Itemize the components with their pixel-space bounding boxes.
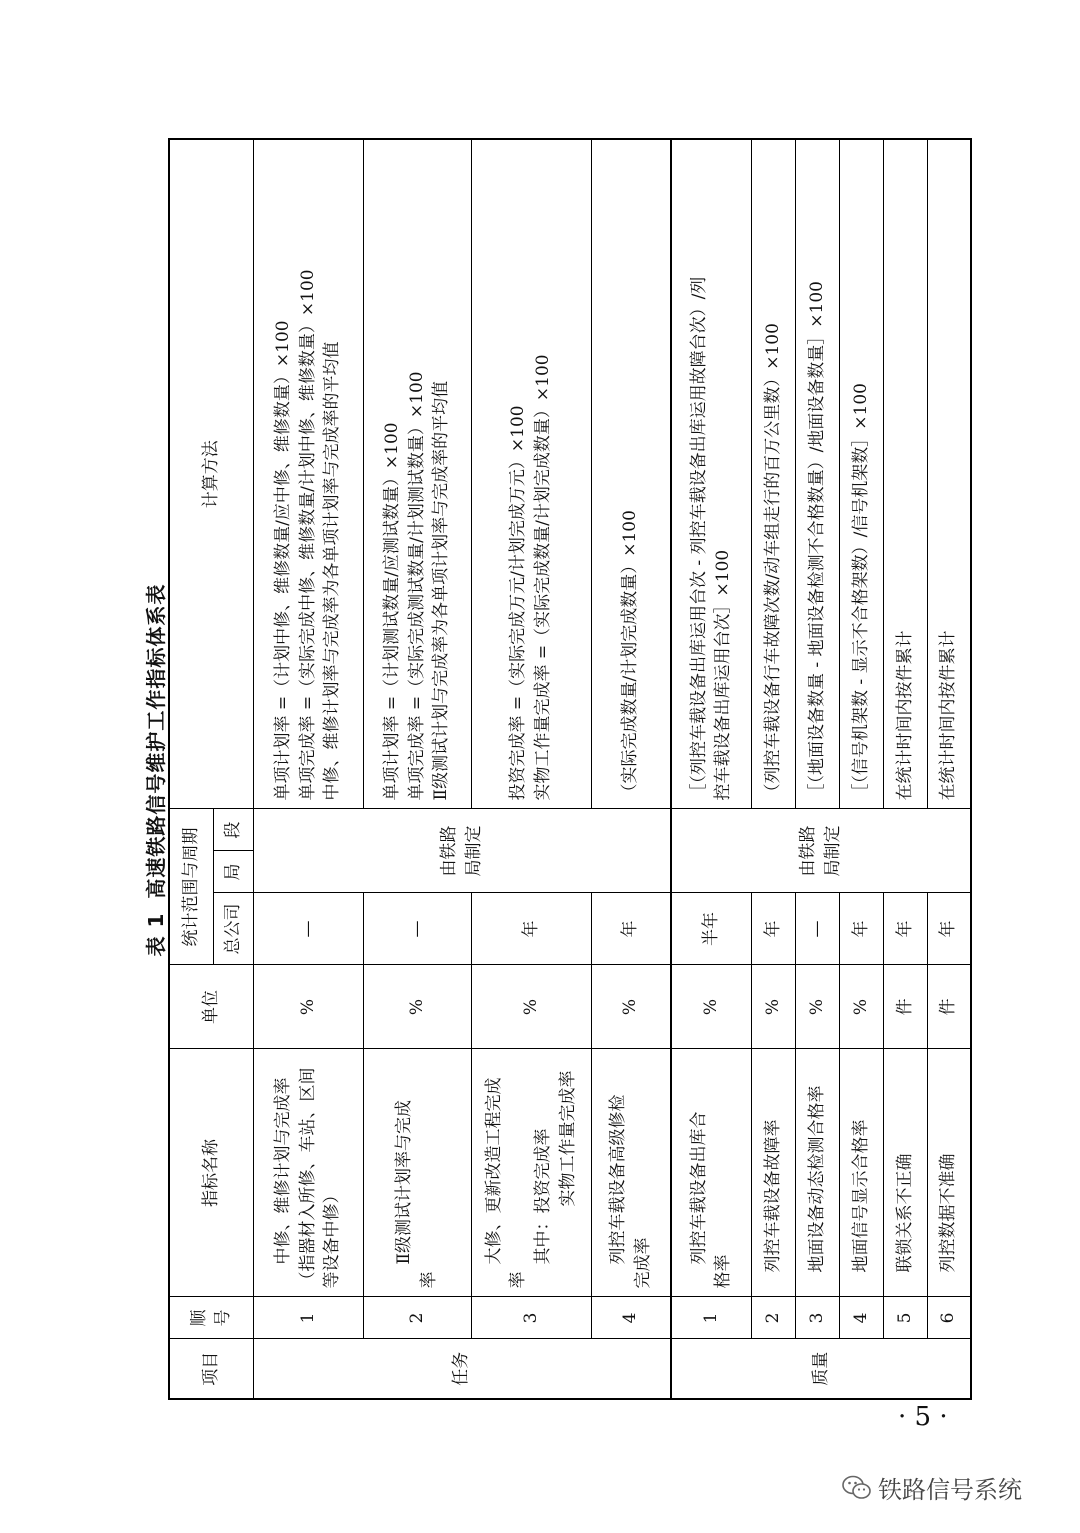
group-task: 任务 xyxy=(253,1339,671,1399)
row-seq: 3 xyxy=(795,1297,839,1339)
row-name: 大修、更新改造工程完成 率 其中：投资完成率 实物工作量完成率 xyxy=(471,1049,591,1297)
row-unit: % xyxy=(363,965,471,1049)
row-seq: 2 xyxy=(363,1297,471,1339)
watermark xyxy=(842,1470,1022,1505)
row-seq: 1 xyxy=(253,1297,363,1339)
row-unit: % xyxy=(471,965,591,1049)
row-name: 列控车载设备出库合 格率 xyxy=(671,1049,751,1297)
row-seq: 4 xyxy=(839,1297,883,1339)
row-name: 联锁关系不正确 xyxy=(883,1049,927,1297)
row-unit: 件 xyxy=(927,965,971,1049)
row-unit: % xyxy=(253,965,363,1049)
row-company-period: 年 xyxy=(751,893,795,965)
row-unit: % xyxy=(591,965,671,1049)
header-scope-section: 段 xyxy=(213,809,253,851)
header-method: 计算方法 xyxy=(169,139,253,809)
table-row xyxy=(927,139,971,1399)
header-scope: 统计范围与周期 xyxy=(169,809,213,965)
row-name: Ⅱ级测试计划率与完成 率 xyxy=(363,1049,471,1297)
row-method: 投资完成率 =（实际完成万元/计划完成万元）×100 实物工作量完成率 =（实际完成数量/计划完成数量）×100 xyxy=(471,139,591,809)
header-unit: 单位 xyxy=(169,965,253,1049)
row-method: 单项计划率 =（计划测试数量/应测试数量）×100 单项完成率 =（实际完成测试数量/计划测试数量）×100 Ⅱ级测试计划与完成率为各单项计划率与完成率的平均值 xyxy=(363,139,471,809)
header-item: 项目 xyxy=(169,1339,253,1399)
table-row xyxy=(363,139,471,1399)
row-method: （实际完成数量/计划完成数量）×100 xyxy=(591,139,671,809)
row-company-period: — xyxy=(363,893,471,965)
row-company-period: — xyxy=(253,893,363,965)
header-row xyxy=(169,139,213,1399)
row-unit: % xyxy=(671,965,751,1049)
row-method: 在统计时间内按件累计 xyxy=(927,139,971,809)
table-row xyxy=(795,139,839,1399)
table-row xyxy=(591,139,671,1399)
table-caption-title: 高速铁路信号维护工作指标体系表 xyxy=(144,583,168,899)
rotated-page-content xyxy=(140,140,970,1400)
table-row xyxy=(253,139,363,1399)
table-row xyxy=(751,139,795,1399)
wechat-icon xyxy=(842,1475,872,1501)
row-unit: % xyxy=(751,965,795,1049)
page-number: · 5 · xyxy=(898,1402,948,1432)
row-name: 中修、维修计划与完成率 （指器材入所修、车站、区间 等设备中修） xyxy=(253,1049,363,1297)
bureau-section-note: 由铁路局制定 xyxy=(671,809,971,893)
row-name: 地面设备动态检测合格率 xyxy=(795,1049,839,1297)
table-caption-number: 表 1 xyxy=(144,912,168,957)
row-company-period: 年 xyxy=(839,893,883,965)
row-seq: 4 xyxy=(591,1297,671,1339)
row-company-period: 年 xyxy=(927,893,971,965)
row-method: （列控车载设备行车故障次数/动车组走行的百万公里数）×100 xyxy=(751,139,795,809)
header-scope-bureau: 局 xyxy=(213,851,253,893)
table-row xyxy=(471,139,591,1399)
row-unit: % xyxy=(795,965,839,1049)
row-name: 列控车载设备故障率 xyxy=(751,1049,795,1297)
row-company-period: 年 xyxy=(591,893,671,965)
row-method: ［（列控车载设备出库运用台次 - 列控车载设备出库运用故障台次）/列 控车载设备出库运用台次］×100 xyxy=(671,139,751,809)
table-row xyxy=(671,139,751,1399)
row-unit: % xyxy=(839,965,883,1049)
row-name: 地面信号显示合格率 xyxy=(839,1049,883,1297)
row-unit: 件 xyxy=(883,965,927,1049)
group-quality: 质量 xyxy=(671,1339,971,1399)
row-name: 列控数据不准确 xyxy=(927,1049,971,1297)
row-method: ［（信号机架数 - 显示不合格架数）/信号机架数］×100 xyxy=(839,139,883,809)
row-seq: 1 xyxy=(671,1297,751,1339)
watermark-text: 铁路信号系统 xyxy=(878,1476,1022,1504)
header-name: 指标名称 xyxy=(169,1049,253,1297)
indicator-table xyxy=(168,138,972,1400)
row-company-period: 年 xyxy=(883,893,927,965)
row-seq: 2 xyxy=(751,1297,795,1339)
table-row xyxy=(839,139,883,1399)
bureau-section-note: 由铁路局制定 xyxy=(253,809,671,893)
row-method: 在统计时间内按件累计 xyxy=(883,139,927,809)
row-company-period: 年 xyxy=(471,893,591,965)
row-company-period: 半年 xyxy=(671,893,751,965)
table-row xyxy=(883,139,927,1399)
row-seq: 3 xyxy=(471,1297,591,1339)
header-seq: 顺号 xyxy=(169,1297,253,1339)
row-name: 列控车载设备高级修检 完成率 xyxy=(591,1049,671,1297)
row-seq: 5 xyxy=(883,1297,927,1339)
row-company-period: — xyxy=(795,893,839,965)
row-method: 单项计划率 =（计划中修、维修数量/应中修、维修数量）×100 单项完成率 =（实际完成中修、维修数量/计划中修、维修数量）×100 中修、维修计划率与完成率为各单项计划率与完成率的平均值 xyxy=(253,139,363,809)
table-caption xyxy=(140,140,168,1400)
header-scope-company: 总公司 xyxy=(213,893,253,965)
row-method: ［（地面设备数量 - 地面设备检测不合格数量）/地面设备数量］×100 xyxy=(795,139,839,809)
row-seq: 6 xyxy=(927,1297,971,1339)
